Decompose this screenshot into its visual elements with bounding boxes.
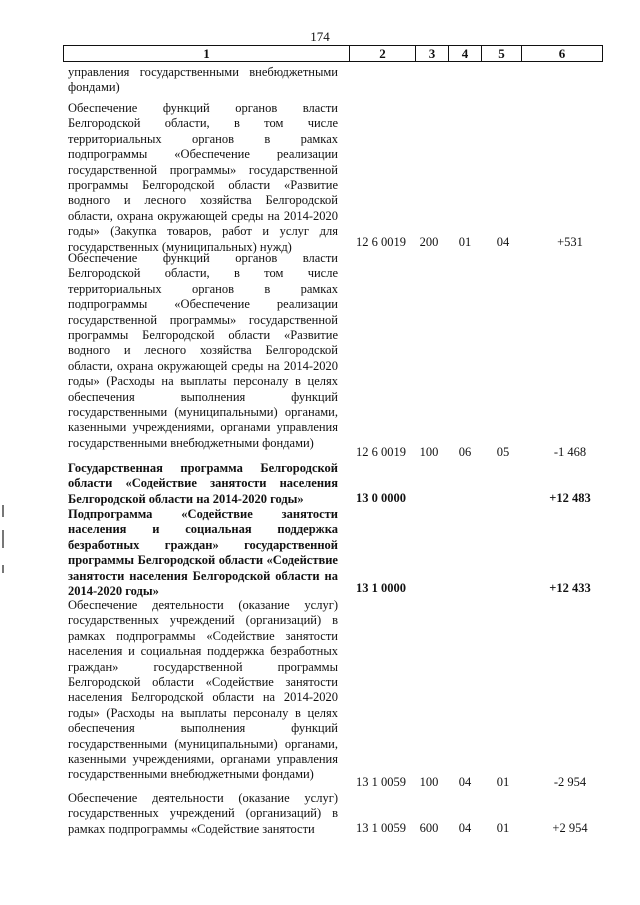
row-col3: 200	[419, 235, 439, 249]
scan-margin-mark	[2, 530, 4, 548]
page-number: 174	[310, 29, 330, 44]
header-col-4: 4	[449, 46, 482, 61]
row-description: управления государственными внебюджетными фондами)	[68, 65, 338, 95]
header-col-5: 5	[482, 46, 522, 61]
row-code: 13 1 0059	[356, 775, 406, 789]
row-code: 12 6 0019	[356, 445, 406, 459]
row-code: 13 1 0000	[356, 581, 406, 595]
row-col4: 04	[458, 775, 472, 789]
header-col-1: 1	[64, 46, 350, 61]
row-col3: 100	[419, 775, 439, 789]
row-description: Обеспечение функций органов власти Белгородской области, в том числе территориальных органов в рамках подпрограммы «Обеспечение реализации государственной программы» государственной программы Белгородской области «Развитие водного и лесного хозяйства Белгородской области, охрана окружающей среды на 2014-2020 годы» (Расходы на выплаты персоналу в целях обеспечения выполнения функций государственными (муниципальными) органами, казенными учреждениями, органами управления государственными внебюджетными фондами)	[68, 251, 338, 450]
row-code: 13 0 0000	[356, 491, 406, 505]
row-col5: 01	[496, 775, 510, 789]
row-amount: +2 954	[552, 821, 588, 835]
row-code: 12 6 0019	[356, 235, 406, 249]
row-col3: 600	[419, 821, 439, 835]
row-col4: 06	[458, 445, 472, 459]
header-col-2: 2	[350, 46, 416, 61]
row-amount: +12 483	[549, 491, 591, 505]
row-description: Обеспечение деятельности (оказание услуг) государственных учреждений (организаций) в рамках подпрограммы «Содействие занятости населения и социальная поддержка безработных граждан» государственной программы Белгородской области «Содействие занятости населения Белгородской области на 2014-2020 годы» (Расходы на выплаты персоналу в целях обеспечения выполнения функций государственными (муниципальными) органами, казенными учреждениями, органами управления государственными внебюджетными фондами)	[68, 598, 338, 782]
row-description: Обеспечение функций органов власти Белгородской области, в том числе территориальных органов в рамках подпрограммы «Обеспечение реализации государственной программы» государственной программы Белгородской области «Развитие водного и лесного хозяйства Белгородской области, охрана окружающей среды на 2014-2020 годы» (Закупка товаров, работ и услуг для государственных (муниципальных) нужд)	[68, 101, 338, 254]
row-description: Подпрограмма «Содействие занятости населения и социальная поддержка безработных граждан» государственной программы Белгородской области «Содействие занятости населения Белгородской области на 2014-2020 годы»	[68, 507, 338, 599]
row-amount: +12 433	[549, 581, 591, 595]
row-code: 13 1 0059	[356, 821, 406, 835]
row-amount: -1 468	[553, 445, 587, 459]
row-col4: 04	[458, 821, 472, 835]
row-col5: 04	[496, 235, 510, 249]
scan-margin-mark	[2, 505, 4, 517]
row-description: Государственная программа Белгородской области «Содействие занятости населения Белгородской области на 2014-2020 годы»	[68, 461, 338, 506]
row-col3: 100	[419, 445, 439, 459]
scan-margin-mark	[2, 565, 4, 573]
row-col4: 01	[458, 235, 472, 249]
row-col5: 01	[496, 821, 510, 835]
row-col5: 05	[496, 445, 510, 459]
header-col-3: 3	[416, 46, 449, 61]
row-amount: -2 954	[553, 775, 587, 789]
header-col-6: 6	[558, 46, 566, 61]
row-amount: +531	[557, 235, 583, 249]
table-header	[63, 45, 603, 62]
row-description: Обеспечение деятельности (оказание услуг) государственных учреждений (организаций) в рамках подпрограммы «Содействие занятости	[68, 791, 338, 836]
